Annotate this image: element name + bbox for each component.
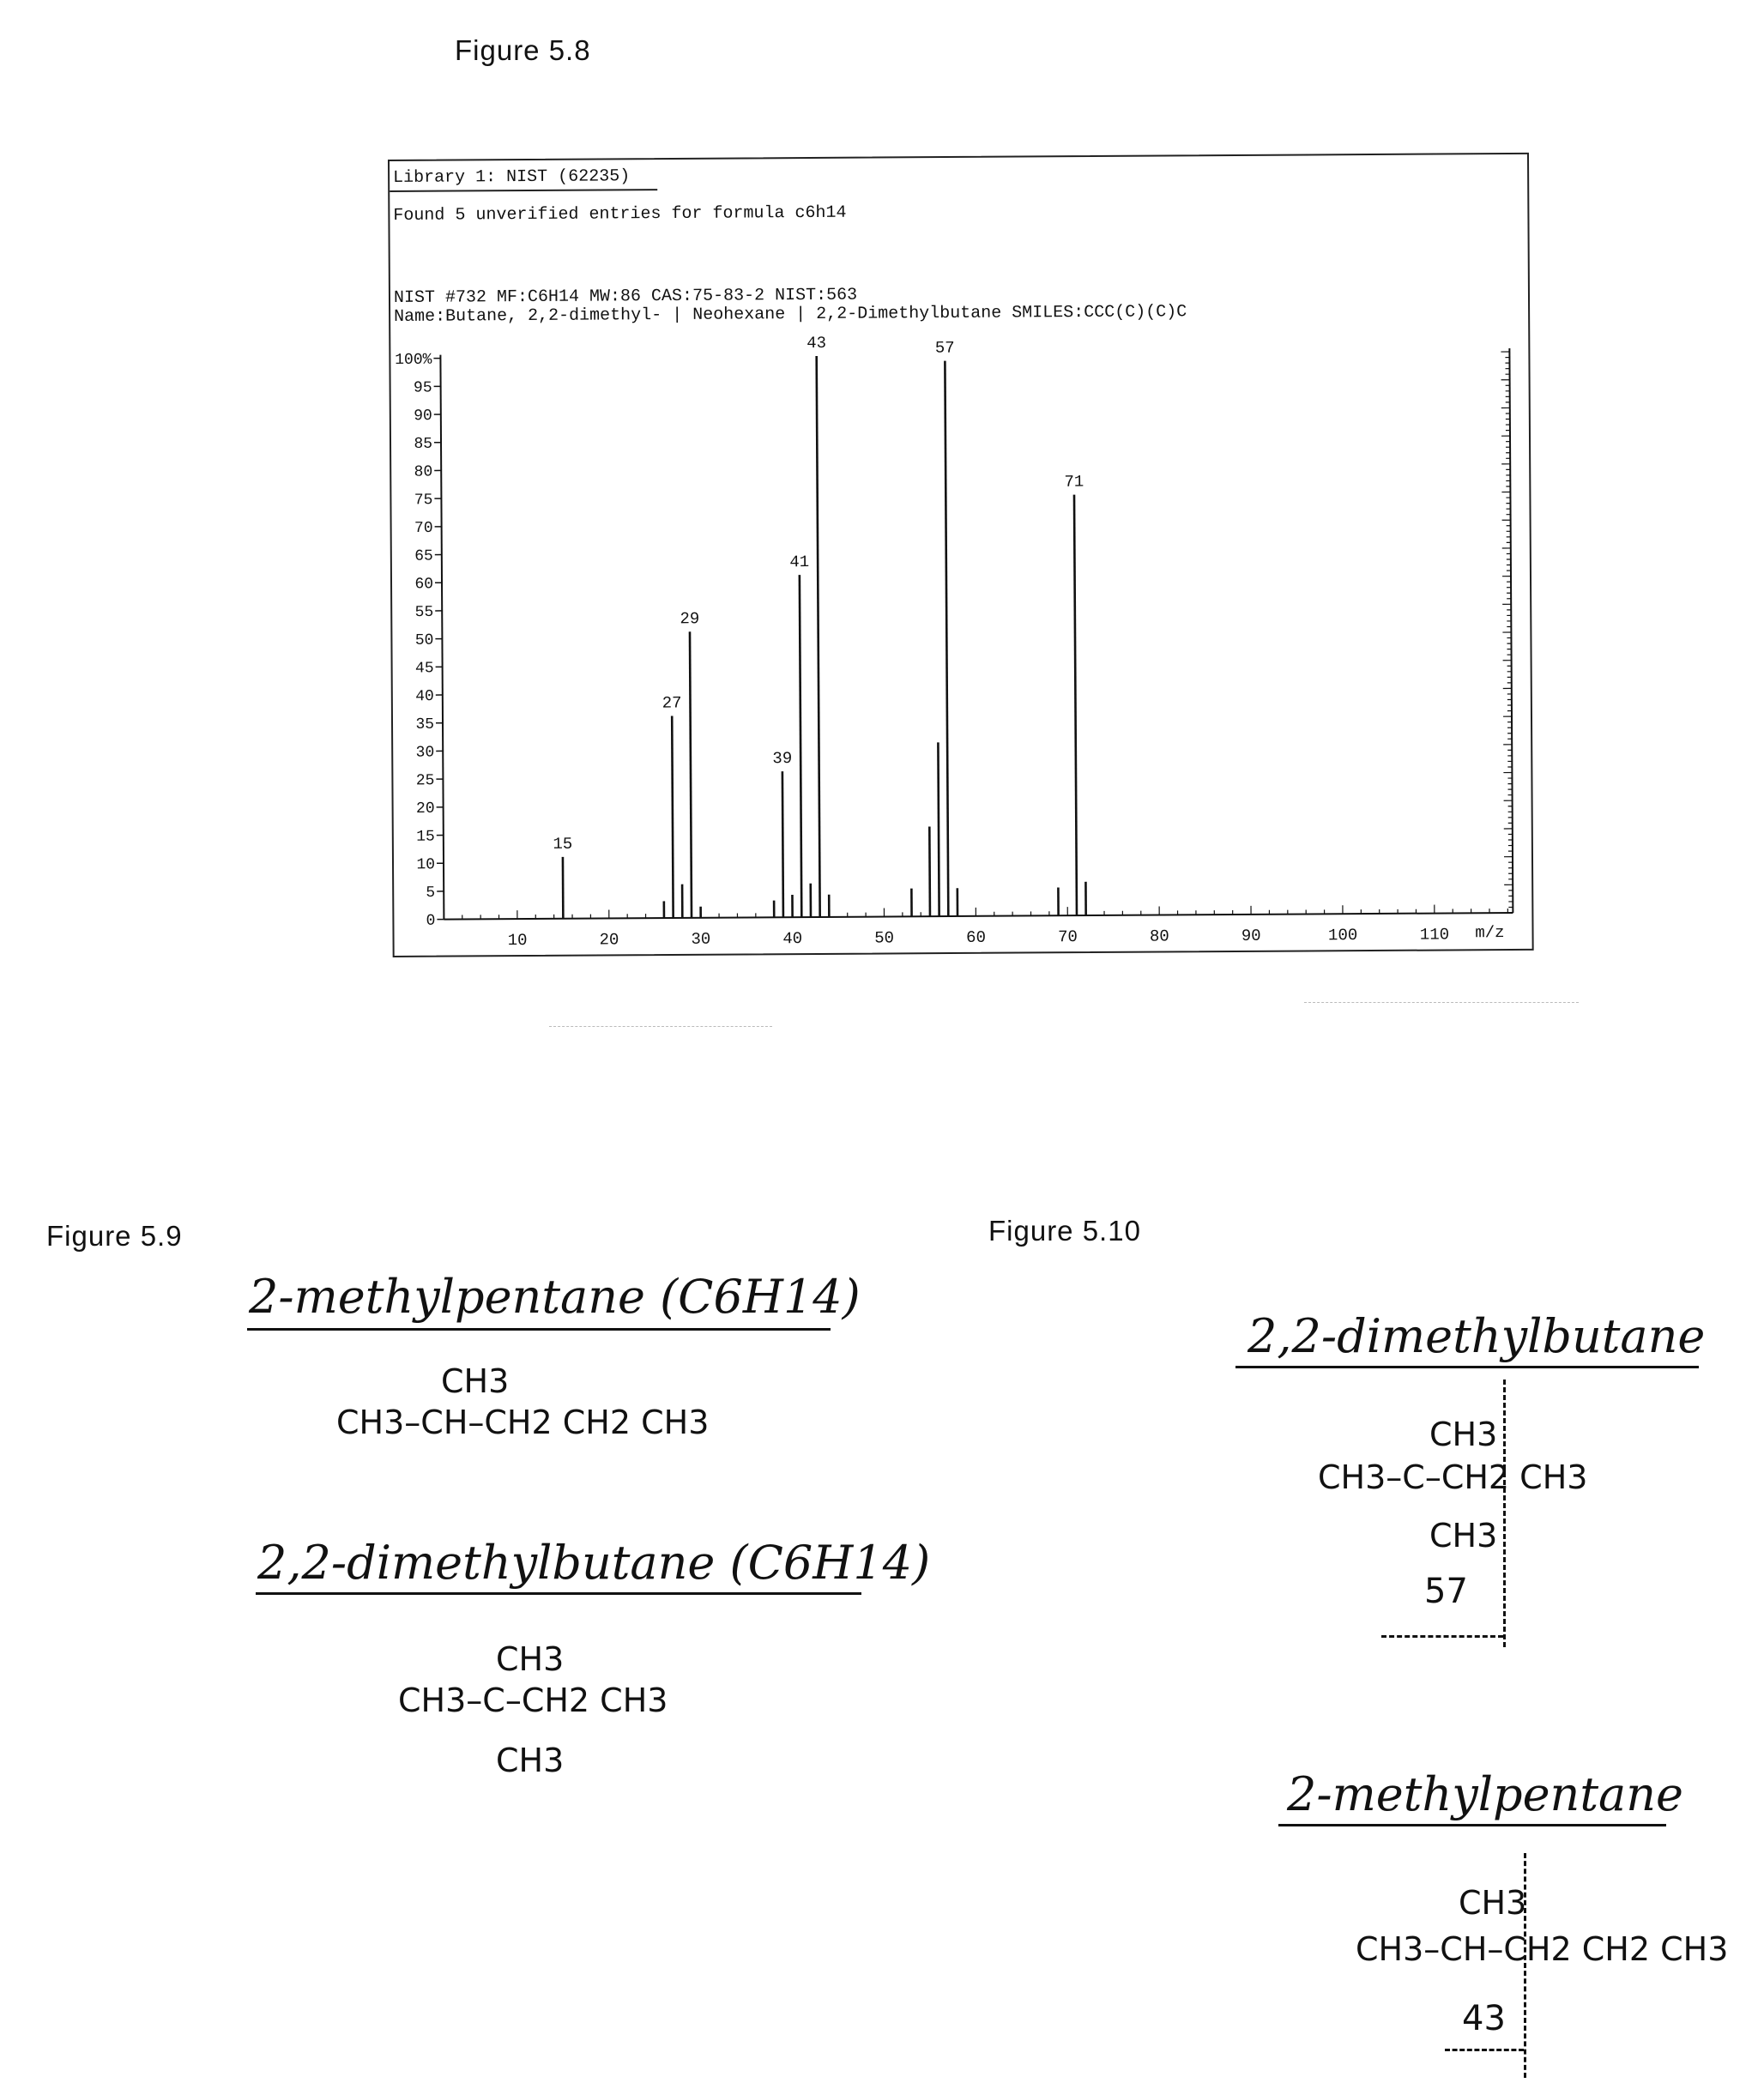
y-tick-label: 55 [414, 603, 434, 622]
peak-label: 27 [662, 693, 682, 713]
fig510-cleavage-line-1 [1503, 1380, 1506, 1647]
peak-label: 57 [934, 338, 955, 358]
y-tick-label: 20 [415, 800, 435, 818]
peak-label: 15 [553, 834, 573, 854]
x-tick-label: 20 [599, 930, 619, 950]
fig59-struct1-chain: CH3–CH–CH2 CH2 CH3 [336, 1404, 710, 1441]
library-header: Library 1: NIST (62235) [393, 166, 631, 188]
found-entries-line: Found 5 unverified entries for formula c6h14 [393, 202, 847, 226]
y-tick-label: 60 [414, 576, 434, 594]
fig510-struct2-branch: CH3 [1459, 1884, 1527, 1922]
fig59-struct2-bottom-methyl: CH3 [496, 1742, 565, 1779]
spectrum-peak [782, 771, 783, 917]
fig510-title-2-methylpentane: 2-methylpentane [1287, 1767, 1683, 1821]
spectrum-peak [817, 356, 820, 917]
figure-5-9-label: Figure 5.9 [46, 1220, 183, 1252]
fig59-struct2-top-methyl: CH3 [496, 1640, 565, 1678]
x-axis-label: m/z [1475, 923, 1505, 943]
spectrum-peak [938, 742, 939, 916]
y-tick-label: 30 [415, 744, 435, 762]
y-tick-label: 65 [414, 547, 433, 565]
x-tick-label: 40 [782, 929, 803, 949]
fig510-struct1-chain: CH3–C–CH2 CH3 [1318, 1458, 1588, 1496]
right-axis-line [1509, 348, 1513, 913]
y-tick-label: 50 [414, 631, 434, 649]
mass-spectrum-panel [388, 153, 1534, 957]
x-tick-label: 80 [1149, 927, 1169, 946]
y-tick-label: 80 [414, 463, 433, 481]
y-tick-label: 90 [414, 408, 432, 426]
compound-name-line: Name:Butane, 2,2-dimethyl- | Neohexane | 2,2-Dimethylbutane SMILES:CCC(C)(C)C [394, 302, 1187, 327]
fig59-title-2-2-dimethylbutane: 2,2-dimethylbutane (C6H14) [257, 1536, 931, 1590]
fig59-struct2-chain: CH3–C–CH2 CH3 [398, 1681, 668, 1719]
y-tick-label: 100% [395, 351, 432, 369]
x-axis-line [444, 913, 1513, 920]
peak-label: 41 [789, 552, 810, 572]
nist-record-line: NIST #732 MF:C6H14 MW:86 CAS:75-83-2 NIST:563 [393, 285, 858, 308]
y-tick-label: 95 [413, 379, 432, 397]
y-tick-label: 75 [414, 492, 433, 510]
mass-spectrum-chart [390, 154, 1532, 956]
figure-5-8-label: Figure 5.8 [455, 34, 591, 66]
fig510-struct1-top-methyl: CH3 [1429, 1416, 1498, 1453]
y-tick-label: 85 [414, 435, 433, 453]
spectrum-peak [1074, 495, 1077, 915]
x-tick-label: 10 [507, 931, 528, 951]
fig59-title-2-methylpentane: 2-methylpentane (C6H14) [249, 1270, 861, 1324]
spectrum-peak [672, 716, 673, 918]
y-tick-label: 10 [416, 856, 436, 874]
x-tick-label: 60 [966, 927, 987, 947]
peak-label: 39 [772, 749, 793, 769]
fig510-struct2-chain: CH3–CH–CH2 CH2 CH3 [1356, 1930, 1729, 1968]
peak-label: 71 [1064, 472, 1084, 492]
x-tick-label: 30 [691, 929, 711, 949]
peak-label: 43 [806, 333, 827, 353]
y-tick-label: 45 [414, 660, 434, 678]
x-tick-label: 50 [874, 928, 895, 948]
y-tick-label: 25 [415, 772, 435, 790]
spectrum-peak [800, 575, 801, 917]
fig510-struct1-bottom-methyl: CH3 [1429, 1517, 1498, 1555]
fig510-fragment-57: 57 [1424, 1572, 1468, 1611]
fig59-struct1-branch: CH3 [441, 1362, 510, 1400]
scan-artifact-line [549, 1026, 772, 1027]
y-tick-label: 70 [414, 519, 433, 538]
fig510-title-2-2-dimethylbutane: 2,2-dimethylbutane [1247, 1309, 1706, 1363]
x-tick-label: 110 [1419, 925, 1450, 945]
scan-artifact-line [1304, 1002, 1579, 1003]
x-tick-label: 100 [1327, 926, 1358, 945]
spectrum-peak [690, 631, 692, 918]
fig510-title2-underline [1278, 1824, 1666, 1826]
y-tick-label: 5 [426, 884, 436, 903]
fig59-title-underline [247, 1328, 831, 1331]
x-tick-label: 70 [1057, 927, 1078, 947]
fig510-fragment-43-bracket [1445, 2049, 1524, 2051]
y-tick-label: 15 [416, 828, 435, 846]
x-tick-label: 90 [1241, 926, 1261, 945]
y-tick-label: 35 [415, 715, 435, 734]
fig59-title2-underline [256, 1592, 861, 1595]
figure-5-10-label: Figure 5.10 [988, 1215, 1141, 1247]
y-tick-label: 0 [426, 912, 436, 930]
spectrum-peak [929, 827, 930, 917]
spectrum-peak [945, 361, 948, 916]
y-tick-label: 40 [415, 688, 434, 706]
fig510-fragment-43: 43 [1462, 1999, 1506, 2038]
peak-label: 29 [680, 609, 700, 629]
fig510-title-underline [1235, 1366, 1699, 1368]
fig510-fragment-57-bracket [1381, 1635, 1503, 1638]
